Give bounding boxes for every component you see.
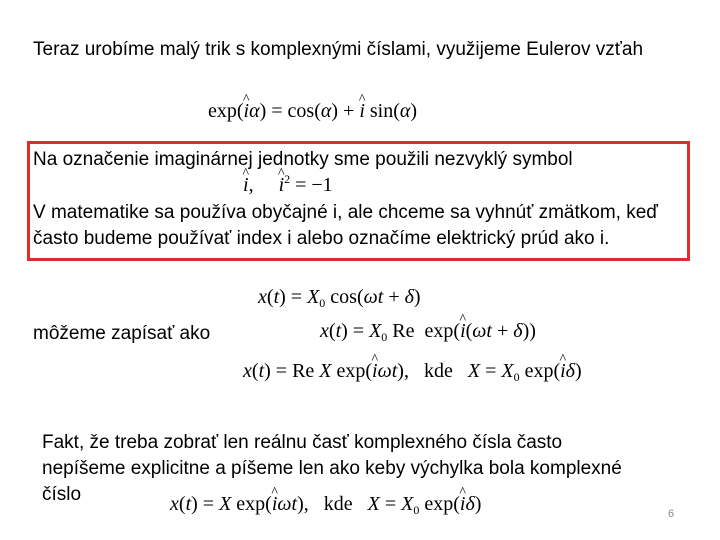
- cos-formula: $x(t) = X_0$ cos(ωt + δ): [258, 286, 421, 310]
- imaginary-unit-formula: ^ i, ^ $i^2 = -1$: [243, 173, 333, 197]
- fakt-line-1: Fakt, že treba zobrať len reálnu časť komplexného čísla často: [42, 432, 563, 453]
- page-number: 6: [668, 508, 675, 520]
- box-line-1: Na označenie imaginárnej jednotky sme použili nezvyklý symbol: [33, 149, 573, 170]
- final-formula: x(t) = X exp(^ iωt), kde $X = X_0$ exp(^ iδ): [170, 492, 481, 516]
- mozeme-text: môžeme zapísať ako: [33, 323, 211, 344]
- box-line-2: V matematike sa používa obyčajné i, ale chceme sa vyhnúť zmätkom, keď: [33, 202, 658, 223]
- box-line-3: často budeme používať index i alebo označíme elektrický prúd ako i.: [33, 228, 610, 249]
- fakt-line-2: nepíšeme explicitne a píšeme len ako keby výchylka bola komplexné: [42, 458, 622, 479]
- intro-text: Teraz urobíme malý trik s komplexnými číslami, využijeme Eulerov vzťah: [33, 39, 644, 60]
- euler-formula: exp(^ iα) = cos(α) + ^ i sin(α): [208, 99, 417, 123]
- fakt-line-3: číslo: [42, 484, 82, 505]
- re-exp-formula: $x(t) = X_0$ Re exp(^ i(ωt + δ)): [320, 319, 536, 343]
- complex-amplitude-formula: x(t) = Re X exp(^ iωt), kde $X = X_0$ exp(^ iδ): [243, 359, 582, 383]
